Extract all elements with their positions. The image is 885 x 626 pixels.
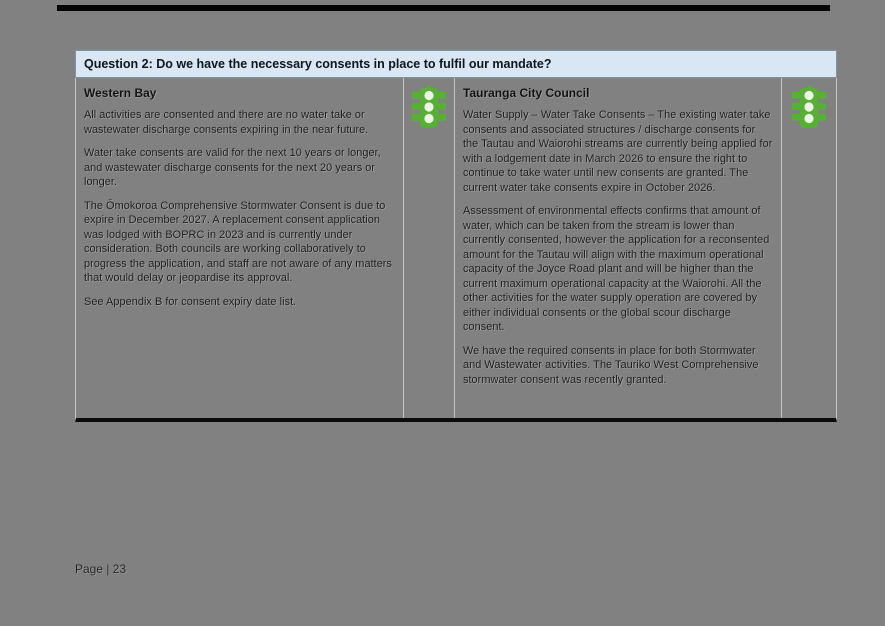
tauranga-paragraph: We have the required consents in place for both Stormwater and Wastewater activities. The Tauriko West Comprehensive stormwater consent was recently granted.: [463, 344, 759, 386]
western-bay-paragraph: The Ōmokoroa Comprehensive Stormwater Consent is due to expire in December 2027. A replacement consent application was lodged with BOPRC in 2023 and is currently under consideration. Both councils are working collaboratively to progress the application, and staff are not aware of any matters that would delay or jeopardise its approval.: [84, 199, 392, 284]
top-rule: [57, 5, 830, 11]
western-bay-status-cell: [404, 78, 455, 418]
tauranga-cell: [455, 78, 782, 418]
tauranga-paragraph: Assessment of environmental effects confirms that amount of water, which can be taken from the stream is lower than currently consented, however the application for a reconsented amount for the Tautau will align with the maximum operational capacity of the Joyce Road plant and will be higher than the current maximum operational capacity at the Waiorohi. All the other activities for the water supply operation are covered by either individual consents or the global scour discharge consent.: [463, 205, 770, 333]
question-banner: Question 2: Do we have the necessary consents in place to fulfil our mandate?: [75, 50, 837, 78]
table-body: [75, 78, 837, 422]
western-bay-cell: [76, 78, 404, 418]
western-bay-paragraph: All activities are consented and there are no water take or wastewater discharge consents expiring in the near future.: [84, 109, 369, 136]
western-bay-paragraph: See Appendix B for consent expiry date list.: [84, 295, 297, 308]
tauranga-title: Tauranga City Council: [463, 86, 590, 100]
western-bay-paragraph: Water take consents are valid for the next 10 years or longer, and wastewater discharge consents for the next 20 years or longer.: [84, 147, 381, 188]
green-traffic-light-icon: [411, 86, 447, 130]
tauranga-paragraph: Water Supply – Water Take Consents – The existing water take consents and associated structures / discharge consents for the Tautau and Waiorohi streams are currently being applied for with a lodgement date in March 2026 to ensure the right to continue to take water until new consents are granted. The current water take consents expire in October 2026.: [463, 109, 773, 194]
consents-table: [75, 50, 837, 422]
green-traffic-light-icon: [791, 86, 827, 130]
western-bay-title: Western Bay: [84, 86, 157, 100]
tauranga-status-cell: [782, 78, 836, 418]
page-number-footer: Page | 23: [75, 562, 127, 576]
